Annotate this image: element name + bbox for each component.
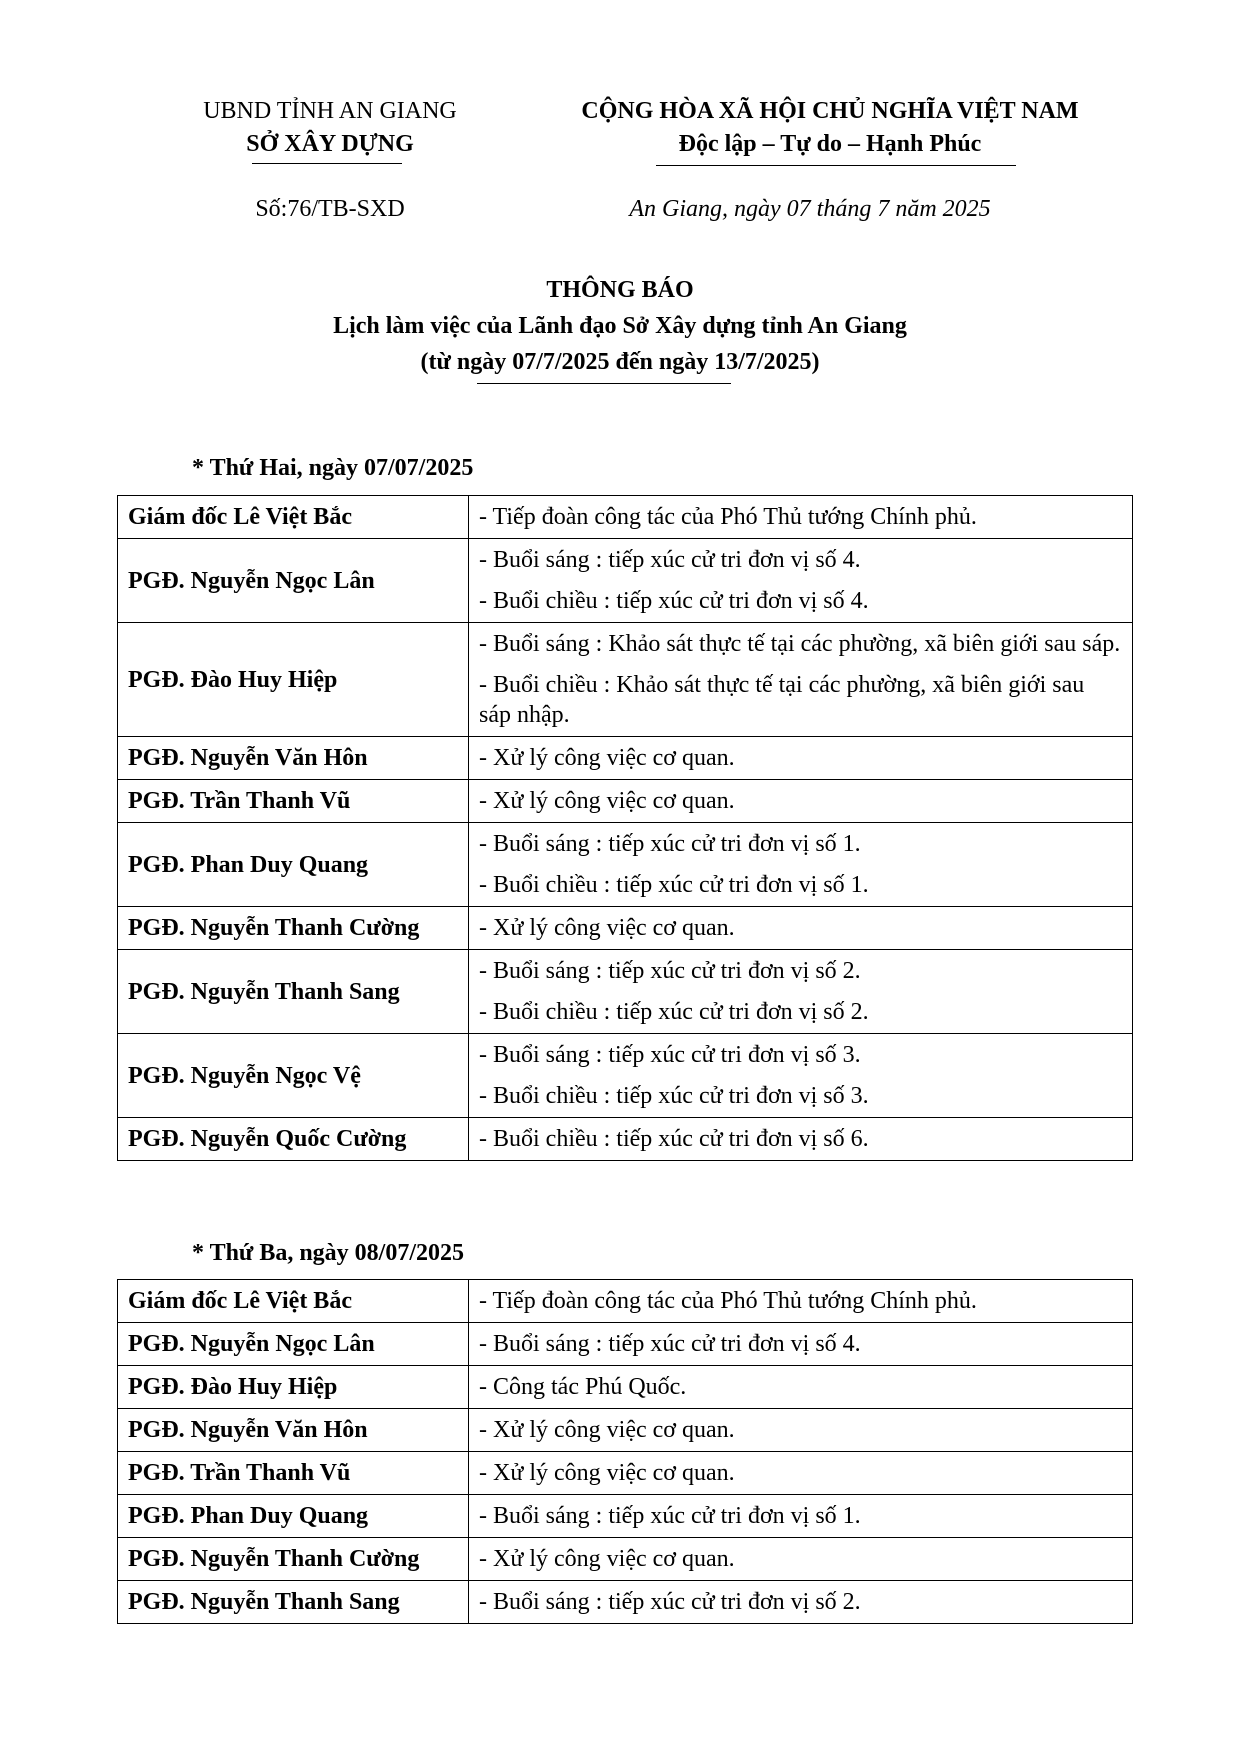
task-line: - Buổi sáng : tiếp xúc cử tri đơn vị số 1. [479,1503,861,1529]
day-heading: * Thứ Ba, ngày 08/07/2025 [192,1240,465,1266]
task-cell [469,1495,1133,1538]
notice-period: (từ ngày 07/7/2025 đến ngày 13/7/2025) [420,349,820,375]
table-row [118,1452,1133,1495]
leader-name: Giám đốc Lê Việt Bắc [118,496,469,539]
task-cell [469,950,1133,1034]
motto: Độc lập – Tự do – Hạnh Phúc [678,131,982,157]
task-line: - Xử lý công việc cơ quan. [479,1417,735,1443]
table-row [118,907,1133,950]
notice-title: THÔNG BÁO [546,277,694,303]
task-line: - Buổi sáng : Khảo sát thực tế tại các phường, xã biên giới sau sáp. [479,631,1121,657]
task-line: - Buổi sáng : tiếp xúc cử tri đơn vị số 2. [479,1589,861,1615]
leader-name: PGĐ. Nguyễn Thanh Sang [118,950,469,1034]
leader-name: PGĐ. Nguyễn Thanh Cường [118,907,469,950]
task-cell [469,1118,1133,1161]
task-line: - Công tác Phú Quốc. [479,1374,687,1400]
motto-underline [656,165,1016,166]
table-row [118,1495,1133,1538]
notice-subtitle: Lịch làm việc của Lãnh đạo Sở Xây dựng tỉnh An Giang [333,313,907,339]
table-row [118,539,1133,623]
table-row [118,737,1133,780]
task-line: - Xử lý công việc cơ quan. [479,1546,735,1572]
table-row [118,1538,1133,1581]
leader-name: PGĐ. Nguyễn Quốc Cường [118,1118,469,1161]
task-cell [469,737,1133,780]
table-row [118,623,1133,737]
task-cell [469,1409,1133,1452]
leader-name: PGĐ. Trần Thanh Vũ [118,1452,469,1495]
task-line: - Tiếp đoàn công tác của Phó Thủ tướng Chính phủ. [479,504,977,530]
leader-name: PGĐ. Trần Thanh Vũ [118,780,469,823]
leader-name: PGĐ. Nguyễn Ngọc Lân [118,1323,469,1366]
task-line: - Buổi chiều : tiếp xúc cử tri đơn vị số 1. [479,872,869,898]
schedule-table [117,1279,1133,1624]
leader-name: PGĐ. Phan Duy Quang [118,823,469,907]
date-line: An Giang, ngày 07 tháng 7 năm 2025 [629,196,991,222]
document-number: Số:76/TB-SXD [255,196,405,222]
schedule-table [117,495,1133,1161]
task-cell [469,1452,1133,1495]
task-line: - Buổi sáng : tiếp xúc cử tri đơn vị số 1. [479,831,861,857]
task-cell [469,907,1133,950]
day-heading: * Thứ Hai, ngày 07/07/2025 [192,455,474,481]
task-line: - Buổi chiều : tiếp xúc cử tri đơn vị số 3. [479,1083,869,1109]
table-row [118,1280,1133,1323]
leader-name: PGĐ. Nguyễn Văn Hôn [118,737,469,780]
task-line: - Buổi sáng : tiếp xúc cử tri đơn vị số 4. [479,1331,861,1357]
table-row [118,1409,1133,1452]
task-cell [469,1034,1133,1118]
table-row [118,950,1133,1034]
table-row [118,1323,1133,1366]
notice-title-block [120,272,1120,380]
task-line: - Buổi chiều : tiếp xúc cử tri đơn vị số 4. [479,588,869,614]
task-cell [469,496,1133,539]
leader-name: PGĐ. Nguyễn Ngọc Vệ [118,1034,469,1118]
task-cell [469,623,1133,737]
table-row [118,496,1133,539]
task-cell [469,823,1133,907]
task-line: - Buổi chiều : tiếp xúc cử tri đơn vị số 2. [479,999,869,1025]
table-row [118,1581,1133,1624]
leader-name: PGĐ. Nguyễn Ngọc Lân [118,539,469,623]
leader-name: PGĐ. Đào Huy Hiệp [118,1366,469,1409]
table-row [118,1034,1133,1118]
task-cell [469,1280,1133,1323]
task-cell [469,780,1133,823]
task-line: - Xử lý công việc cơ quan. [479,745,735,771]
task-line: - Buổi chiều : Khảo sát thực tế tại các phường, xã biên giới sau sáp nhập. [479,672,1085,728]
table-row [118,780,1133,823]
agency-header [150,95,510,161]
nation-name: CỘNG HÒA XÃ HỘI CHỦ NGHĨA VIỆT NAM [581,98,1079,124]
leader-name: PGĐ. Phan Duy Quang [118,1495,469,1538]
leader-name: Giám đốc Lê Việt Bắc [118,1280,469,1323]
task-line: - Buổi chiều : tiếp xúc cử tri đơn vị số 6. [479,1126,869,1152]
department-underline [252,163,402,164]
task-line: - Buổi sáng : tiếp xúc cử tri đơn vị số 3. [479,1042,861,1068]
task-cell [469,539,1133,623]
leader-name: PGĐ. Nguyễn Thanh Sang [118,1581,469,1624]
task-line: - Buổi sáng : tiếp xúc cử tri đơn vị số 2. [479,958,861,984]
task-line: - Xử lý công việc cơ quan. [479,1460,735,1486]
task-line: - Xử lý công việc cơ quan. [479,915,735,941]
table-row [118,823,1133,907]
table-row [118,1366,1133,1409]
agency-name: UBND TỈNH AN GIANG [203,98,457,124]
task-cell [469,1366,1133,1409]
task-line: - Tiếp đoàn công tác của Phó Thủ tướng Chính phủ. [479,1288,977,1314]
leader-name: PGĐ. Đào Huy Hiệp [118,623,469,737]
leader-name: PGĐ. Nguyễn Thanh Cường [118,1538,469,1581]
table-row [118,1118,1133,1161]
leader-name: PGĐ. Nguyễn Văn Hôn [118,1409,469,1452]
department-name: SỞ XÂY DỰNG [246,131,414,157]
title-underline [477,383,731,384]
task-cell [469,1323,1133,1366]
national-header [535,95,1125,161]
task-line: - Buổi sáng : tiếp xúc cử tri đơn vị số 4. [479,547,861,573]
task-cell [469,1538,1133,1581]
task-cell [469,1581,1133,1624]
task-line: - Xử lý công việc cơ quan. [479,788,735,814]
